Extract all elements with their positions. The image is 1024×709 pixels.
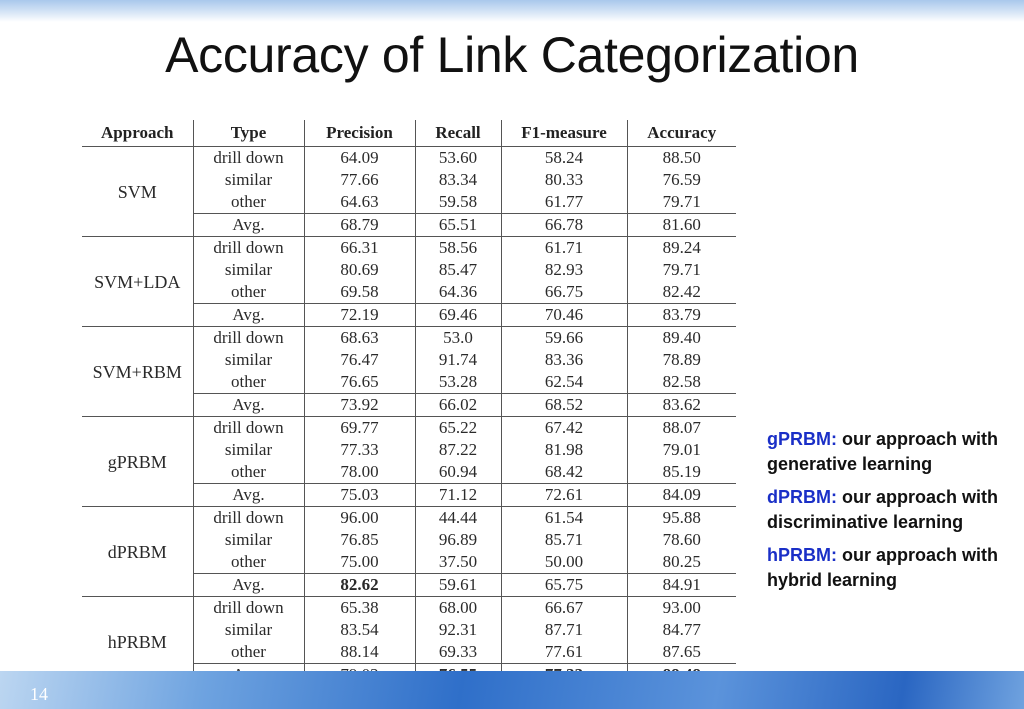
precision-cell: 75.00	[304, 551, 415, 574]
precision-cell: 66.31	[304, 237, 415, 260]
precision-cell: 68.79	[304, 214, 415, 237]
f1-cell: 85.71	[501, 529, 627, 551]
accuracy-cell: 79.71	[627, 259, 736, 281]
precision-cell: 77.66	[304, 169, 415, 191]
type-cell: Avg.	[193, 484, 304, 507]
header-precision: Precision	[304, 120, 415, 147]
accuracy-cell: 88.50	[627, 147, 736, 170]
header-approach: Approach	[82, 120, 193, 147]
page-number: 14	[30, 684, 48, 704]
accuracy-cell: 87.65	[627, 641, 736, 664]
f1-cell: 62.54	[501, 371, 627, 394]
f1-cell: 58.24	[501, 147, 627, 170]
precision-cell: 69.58	[304, 281, 415, 304]
recall-cell: 58.56	[415, 237, 501, 260]
recall-cell: 59.58	[415, 191, 501, 214]
table-body	[82, 147, 736, 687]
recall-cell: 71.12	[415, 484, 501, 507]
precision-cell: 69.77	[304, 417, 415, 440]
recall-cell: 96.89	[415, 529, 501, 551]
type-cell: Avg.	[193, 214, 304, 237]
f1-cell: 83.36	[501, 349, 627, 371]
recall-cell: 59.61	[415, 574, 501, 597]
results-table	[82, 120, 736, 687]
recall-cell: 83.34	[415, 169, 501, 191]
type-cell: drill down	[193, 597, 304, 620]
accuracy-cell: 82.42	[627, 281, 736, 304]
type-cell: drill down	[193, 417, 304, 440]
approach-cell: SVM+LDA	[82, 237, 193, 327]
type-cell: other	[193, 641, 304, 664]
approach-cell: dPRBM	[82, 507, 193, 597]
accuracy-cell: 85.19	[627, 461, 736, 484]
precision-cell: 76.65	[304, 371, 415, 394]
accuracy-cell: 80.25	[627, 551, 736, 574]
accuracy-cell: 83.62	[627, 394, 736, 417]
accuracy-cell: 79.71	[627, 191, 736, 214]
table-header-row	[82, 120, 736, 147]
precision-cell: 83.54	[304, 619, 415, 641]
table-row	[82, 507, 736, 530]
accuracy-cell: 81.60	[627, 214, 736, 237]
precision-cell: 76.47	[304, 349, 415, 371]
legend-entry-hprbm	[767, 543, 1007, 593]
type-cell: other	[193, 191, 304, 214]
type-cell: Avg.	[193, 574, 304, 597]
recall-cell: 91.74	[415, 349, 501, 371]
header-f1: F1-measure	[501, 120, 627, 147]
accuracy-cell: 95.88	[627, 507, 736, 530]
table-row	[82, 327, 736, 350]
accuracy-cell: 84.91	[627, 574, 736, 597]
precision-cell: 77.33	[304, 439, 415, 461]
f1-cell: 66.75	[501, 281, 627, 304]
precision-cell: 88.14	[304, 641, 415, 664]
f1-cell: 61.54	[501, 507, 627, 530]
recall-cell: 69.33	[415, 641, 501, 664]
table-row	[82, 237, 736, 260]
results-table-image	[78, 117, 744, 683]
legend-term: dPRBM:	[767, 487, 837, 507]
accuracy-cell: 84.77	[627, 619, 736, 641]
precision-cell: 65.38	[304, 597, 415, 620]
header-accuracy: Accuracy	[627, 120, 736, 147]
bottom-gradient-band	[0, 671, 1024, 709]
precision-cell: 75.03	[304, 484, 415, 507]
recall-cell: 53.0	[415, 327, 501, 350]
recall-cell: 87.22	[415, 439, 501, 461]
accuracy-cell: 89.24	[627, 237, 736, 260]
type-cell: similar	[193, 439, 304, 461]
header-type: Type	[193, 120, 304, 147]
accuracy-cell: 93.00	[627, 597, 736, 620]
legend-entry-dprbm	[767, 485, 1007, 535]
legend-description: our approach with hybrid learning	[767, 545, 999, 590]
f1-cell: 82.93	[501, 259, 627, 281]
precision-cell: 76.85	[304, 529, 415, 551]
precision-cell: 73.92	[304, 394, 415, 417]
f1-cell: 67.42	[501, 417, 627, 440]
accuracy-cell: 82.58	[627, 371, 736, 394]
recall-cell: 60.94	[415, 461, 501, 484]
legend-description: our approach with discriminative learning	[767, 487, 999, 532]
type-cell: other	[193, 281, 304, 304]
f1-cell: 87.71	[501, 619, 627, 641]
f1-cell: 68.52	[501, 394, 627, 417]
legend-entry-gprbm	[767, 427, 1007, 477]
legend-description: our approach with generative learning	[767, 429, 999, 474]
f1-cell: 66.67	[501, 597, 627, 620]
type-cell: similar	[193, 349, 304, 371]
recall-cell: 53.60	[415, 147, 501, 170]
f1-cell: 81.98	[501, 439, 627, 461]
slide-title: Accuracy of Link Categorization	[165, 27, 859, 83]
f1-cell: 65.75	[501, 574, 627, 597]
header-recall: Recall	[415, 120, 501, 147]
type-cell: drill down	[193, 327, 304, 350]
approach-cell: SVM+RBM	[82, 327, 193, 417]
recall-cell: 68.00	[415, 597, 501, 620]
recall-cell: 85.47	[415, 259, 501, 281]
approach-cell: gPRBM	[82, 417, 193, 507]
f1-cell: 68.42	[501, 461, 627, 484]
recall-cell: 92.31	[415, 619, 501, 641]
accuracy-cell: 83.79	[627, 304, 736, 327]
type-cell: drill down	[193, 237, 304, 260]
type-cell: similar	[193, 169, 304, 191]
recall-cell: 65.51	[415, 214, 501, 237]
accuracy-cell: 84.09	[627, 484, 736, 507]
recall-cell: 65.22	[415, 417, 501, 440]
recall-cell: 53.28	[415, 371, 501, 394]
f1-cell: 61.71	[501, 237, 627, 260]
legend-term: hPRBM:	[767, 545, 837, 565]
type-cell: drill down	[193, 147, 304, 170]
f1-cell: 59.66	[501, 327, 627, 350]
accuracy-cell: 89.40	[627, 327, 736, 350]
approach-cell: SVM	[82, 147, 193, 237]
f1-cell: 77.61	[501, 641, 627, 664]
recall-cell: 37.50	[415, 551, 501, 574]
type-cell: other	[193, 551, 304, 574]
precision-cell: 78.00	[304, 461, 415, 484]
type-cell: similar	[193, 259, 304, 281]
type-cell: similar	[193, 529, 304, 551]
table-row	[82, 597, 736, 620]
type-cell: other	[193, 371, 304, 394]
type-cell: similar	[193, 619, 304, 641]
table-row	[82, 417, 736, 440]
approach-cell: hPRBM	[82, 597, 193, 687]
f1-cell: 80.33	[501, 169, 627, 191]
precision-cell: 64.63	[304, 191, 415, 214]
precision-cell: 68.63	[304, 327, 415, 350]
f1-cell: 66.78	[501, 214, 627, 237]
f1-cell: 72.61	[501, 484, 627, 507]
recall-cell: 44.44	[415, 507, 501, 530]
f1-cell: 61.77	[501, 191, 627, 214]
accuracy-cell: 79.01	[627, 439, 736, 461]
accuracy-cell: 78.89	[627, 349, 736, 371]
top-gradient-band	[0, 0, 1024, 22]
legend	[767, 427, 1007, 601]
f1-cell: 50.00	[501, 551, 627, 574]
precision-cell: 82.62	[304, 574, 415, 597]
recall-cell: 69.46	[415, 304, 501, 327]
type-cell: drill down	[193, 507, 304, 530]
precision-cell: 80.69	[304, 259, 415, 281]
table-row	[82, 147, 736, 170]
accuracy-cell: 88.07	[627, 417, 736, 440]
f1-cell: 70.46	[501, 304, 627, 327]
type-cell: other	[193, 461, 304, 484]
type-cell: Avg.	[193, 304, 304, 327]
precision-cell: 96.00	[304, 507, 415, 530]
recall-cell: 64.36	[415, 281, 501, 304]
type-cell: Avg.	[193, 394, 304, 417]
accuracy-cell: 76.59	[627, 169, 736, 191]
recall-cell: 66.02	[415, 394, 501, 417]
legend-term: gPRBM:	[767, 429, 837, 449]
accuracy-cell: 78.60	[627, 529, 736, 551]
precision-cell: 72.19	[304, 304, 415, 327]
precision-cell: 64.09	[304, 147, 415, 170]
